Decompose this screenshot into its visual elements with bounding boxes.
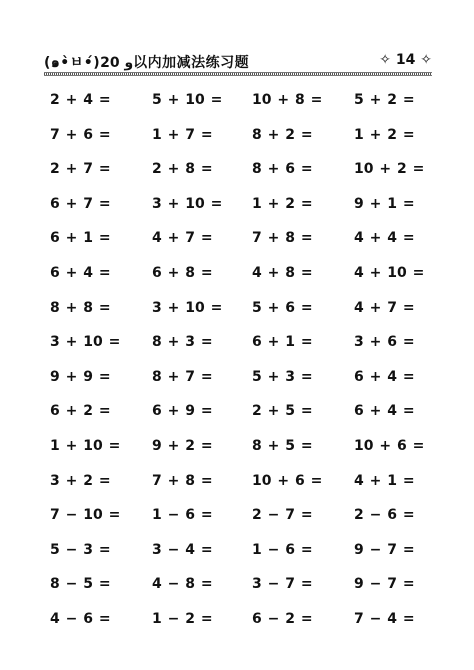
math-problem: 8 − 5 = <box>50 576 111 593</box>
math-problem: 8 + 5 = <box>252 437 313 454</box>
math-problem: 1 + 7 = <box>152 126 213 143</box>
math-problem: 9 + 1 = <box>354 195 415 212</box>
problem-row <box>50 192 430 227</box>
problem-row <box>50 572 430 607</box>
math-problem: 3 + 10 = <box>152 195 223 212</box>
math-problem: 1 + 2 = <box>252 195 313 212</box>
math-problem: 6 + 4 = <box>50 264 111 281</box>
math-problem: 7 − 10 = <box>50 507 121 524</box>
problem-row <box>50 365 430 400</box>
math-problem: 3 + 10 = <box>152 299 223 316</box>
math-problem: 6 + 2 = <box>50 403 111 420</box>
math-problem: 2 + 4 = <box>50 92 111 108</box>
math-problem: 8 + 3 = <box>152 334 213 351</box>
math-problem: 3 − 7 = <box>252 576 313 593</box>
math-problem: 6 + 9 = <box>152 403 213 420</box>
math-problem: 6 + 4 = <box>354 403 415 420</box>
problem-row <box>50 261 430 296</box>
math-problem: 8 + 8 = <box>50 299 111 316</box>
header-divider <box>44 72 432 76</box>
math-problem: 5 + 2 = <box>354 92 415 108</box>
math-problem: 3 + 6 = <box>354 334 415 351</box>
math-problem: 8 + 2 = <box>252 126 313 143</box>
math-problem: 10 + 2 = <box>354 161 425 178</box>
math-problem: 3 − 4 = <box>152 541 213 558</box>
math-problem: 6 + 8 = <box>152 264 213 281</box>
math-problem: 4 + 8 = <box>252 264 313 281</box>
problem-row <box>50 330 430 365</box>
math-problem: 9 + 2 = <box>152 437 213 454</box>
problem-row <box>50 538 430 573</box>
worksheet-title: (๑•̀ㅂ•́)و 20以内加减法练习题 <box>44 55 250 71</box>
math-problem: 4 + 7 = <box>354 299 415 316</box>
problem-row <box>50 296 430 331</box>
math-problem: 3 + 2 = <box>50 472 111 489</box>
math-problem: 2 + 8 = <box>152 161 213 178</box>
math-problem: 5 + 6 = <box>252 299 313 316</box>
math-problem: 4 + 1 = <box>354 472 415 489</box>
math-problem: 7 + 8 = <box>252 230 313 247</box>
math-problem: 9 − 7 = <box>354 576 415 593</box>
page-number: ✧ 14 ✧ <box>379 52 432 68</box>
math-problem: 5 − 3 = <box>50 541 111 558</box>
math-problem: 8 + 6 = <box>252 161 313 178</box>
math-problem: 6 + 7 = <box>50 195 111 212</box>
math-problem: 6 + 1 = <box>252 334 313 351</box>
math-problem: 10 + 6 = <box>252 472 323 489</box>
math-problem: 4 − 6 = <box>50 610 111 627</box>
math-problem: 1 + 10 = <box>50 437 121 454</box>
problem-row <box>50 469 430 504</box>
problem-row <box>50 434 430 469</box>
math-problem: 8 + 7 = <box>152 368 213 385</box>
math-problem: 3 + 10 = <box>50 334 121 351</box>
math-problem: 7 + 8 = <box>152 472 213 489</box>
math-problem: 7 − 4 = <box>354 610 415 627</box>
math-problem: 5 + 10 = <box>152 92 223 108</box>
math-problem: 9 + 9 = <box>50 368 111 385</box>
math-problem: 1 − 6 = <box>152 507 213 524</box>
math-problem: 4 + 10 = <box>354 264 425 281</box>
math-problem: 2 + 5 = <box>252 403 313 420</box>
math-problem: 6 + 4 = <box>354 368 415 385</box>
math-problem: 4 + 4 = <box>354 230 415 247</box>
math-problem: 4 + 7 = <box>152 230 213 247</box>
math-problem: 4 − 8 = <box>152 576 213 593</box>
problem-row <box>50 88 430 123</box>
math-problem: 1 − 6 = <box>252 541 313 558</box>
math-problem: 1 − 2 = <box>152 610 213 627</box>
problem-row <box>50 123 430 158</box>
problem-row <box>50 399 430 434</box>
math-problem: 6 + 1 = <box>50 230 111 247</box>
math-problem: 1 + 2 = <box>354 126 415 143</box>
math-problem: 7 + 6 = <box>50 126 111 143</box>
worksheet-header <box>44 52 432 72</box>
math-problem: 2 + 7 = <box>50 161 111 178</box>
math-problem: 6 − 2 = <box>252 610 313 627</box>
math-problem: 5 + 3 = <box>252 368 313 385</box>
problem-row <box>50 607 430 642</box>
problem-row <box>50 503 430 538</box>
math-problem: 2 − 6 = <box>354 507 415 524</box>
problem-row <box>50 157 430 192</box>
math-problem: 10 + 8 = <box>252 92 323 108</box>
problem-grid <box>50 88 430 642</box>
math-problem: 2 − 7 = <box>252 507 313 524</box>
math-problem: 9 − 7 = <box>354 541 415 558</box>
math-problem: 10 + 6 = <box>354 437 425 454</box>
problem-row <box>50 226 430 261</box>
